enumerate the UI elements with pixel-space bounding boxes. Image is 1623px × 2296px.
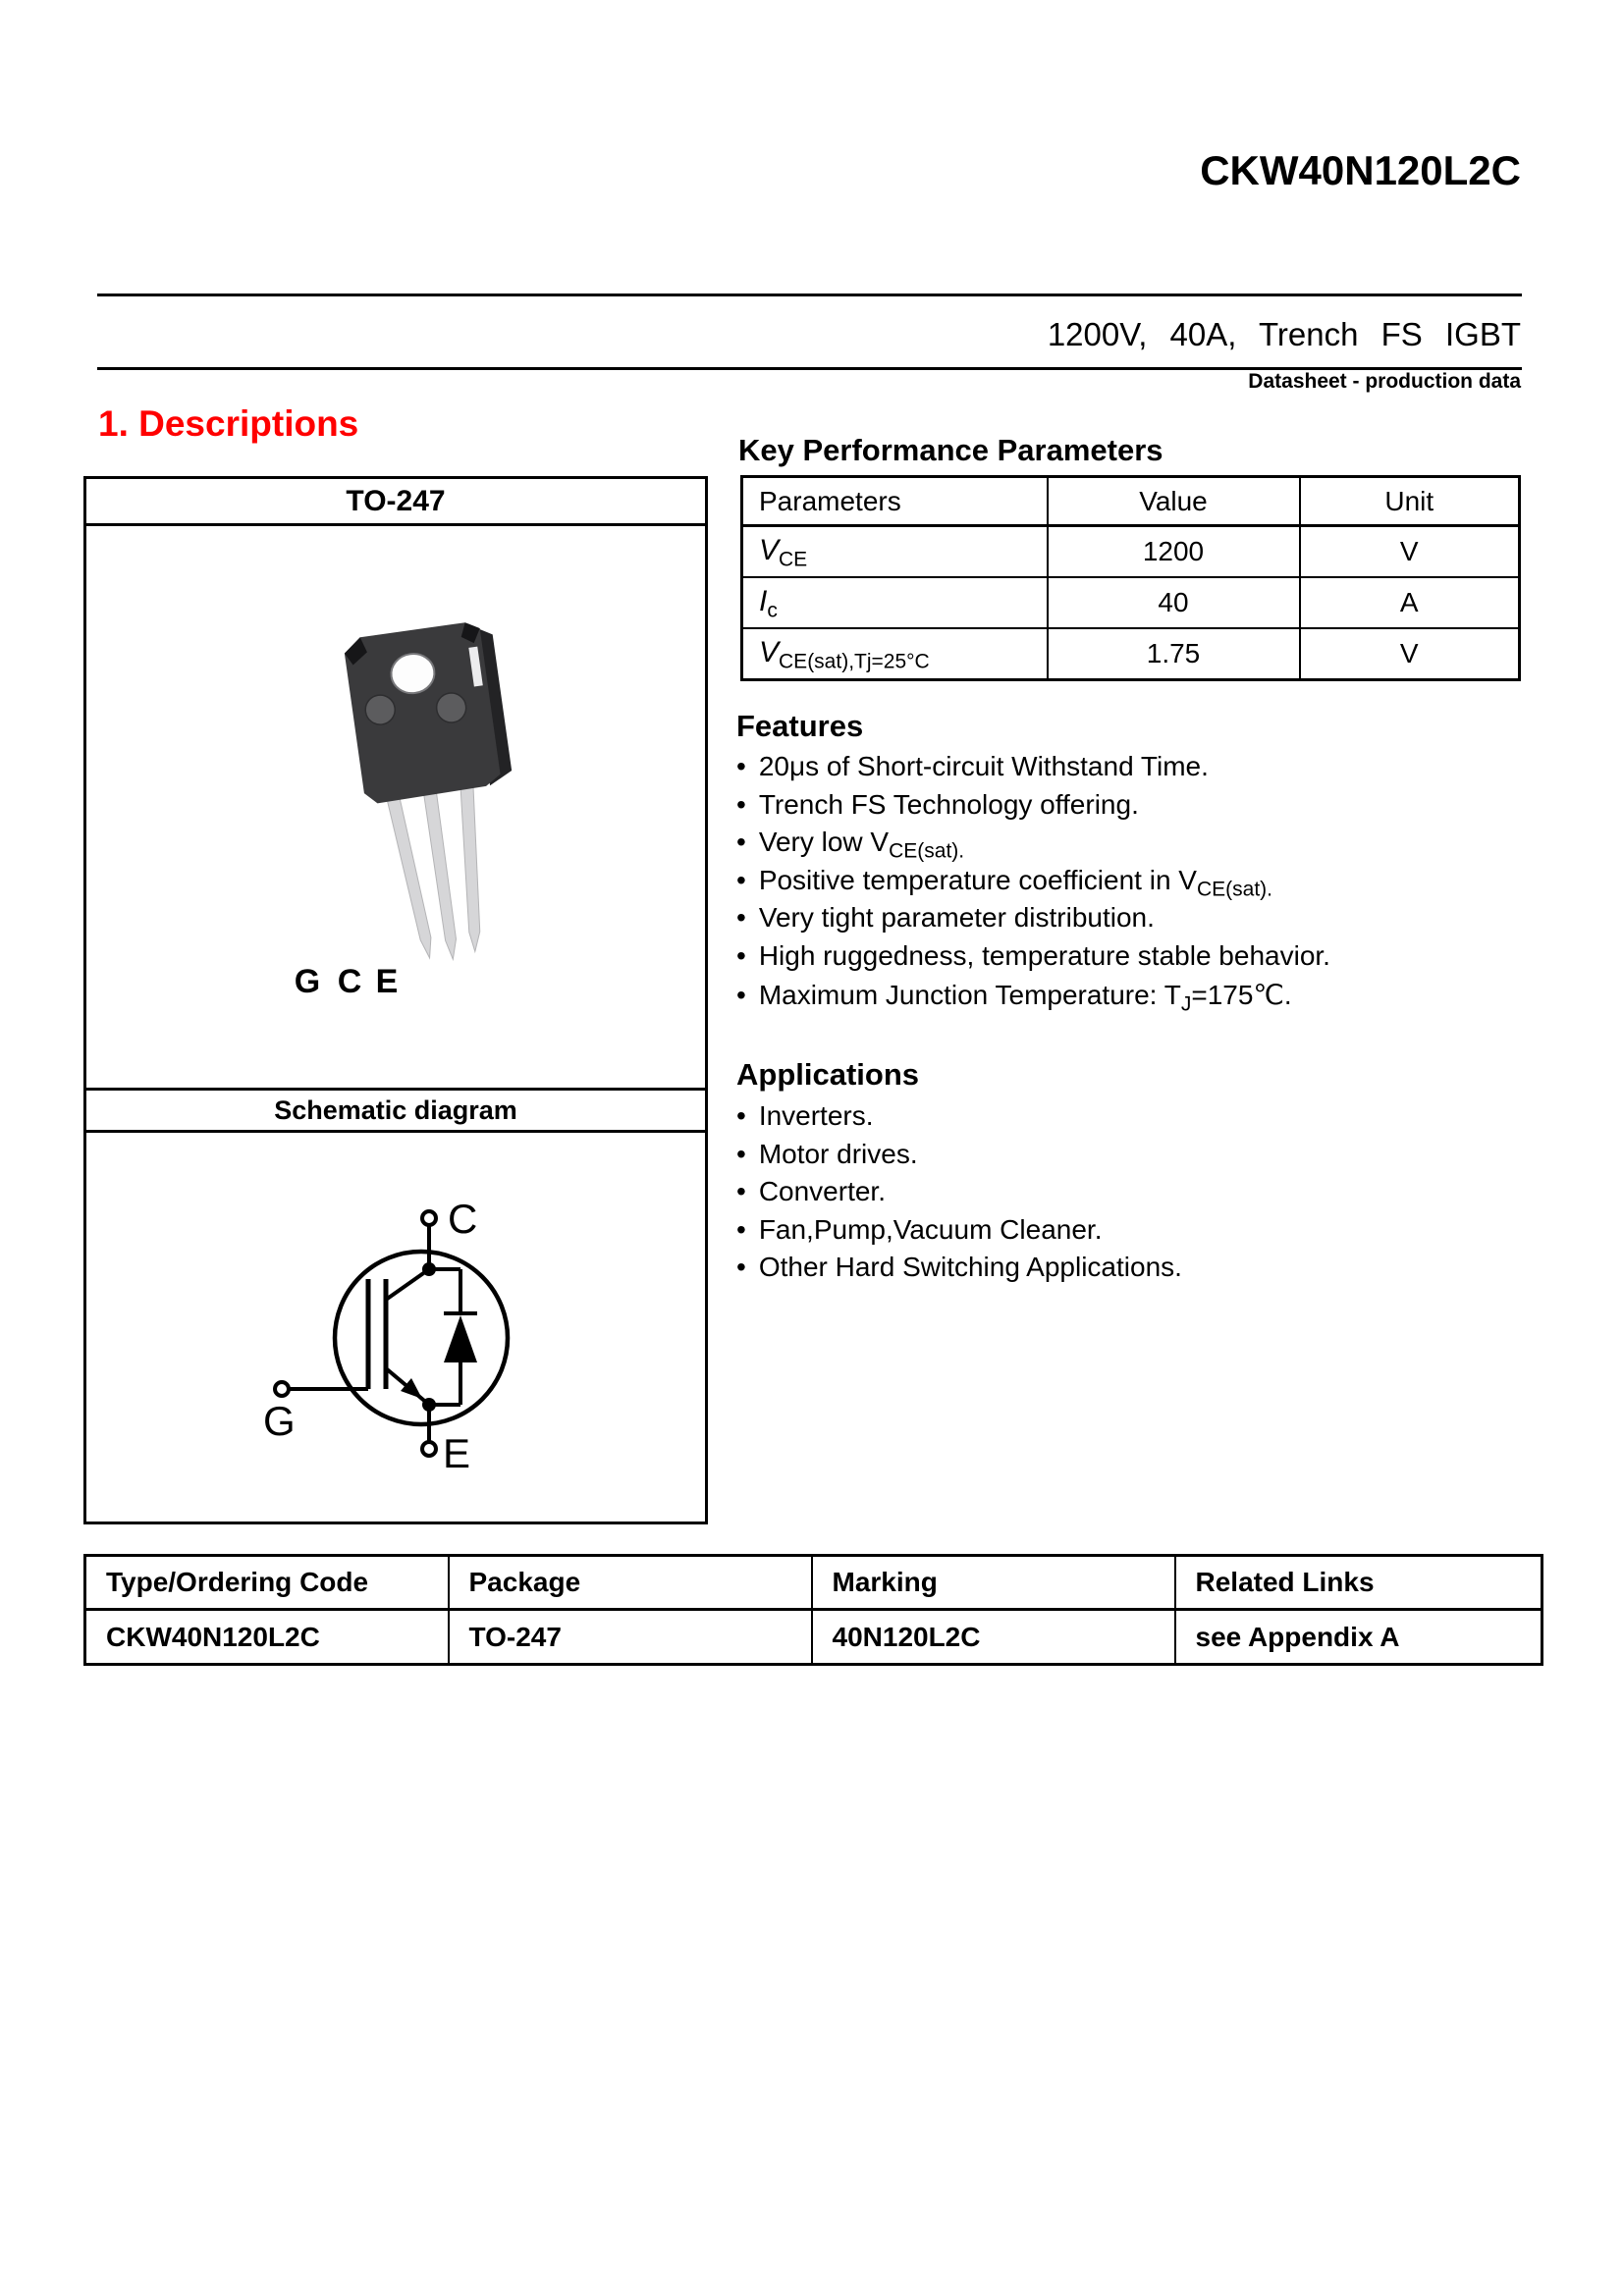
vcesat-subscript: CE(sat),Tj=25°C [779,650,930,673]
ordering-related-links: see Appendix A [1175,1610,1542,1665]
kpp-title: Key Performance Parameters [738,433,1163,467]
ic-symbol: I [759,584,768,617]
feature-item: • Trench FS Technology offering. [736,788,1139,820]
ordering-package: TO-247 [449,1610,812,1665]
vce-symbol: V [759,533,780,566]
kpp-unit-ic: A [1300,577,1520,628]
bullet-glyph: • [736,751,746,781]
vcesat-symbol: V [759,635,780,668]
schematic-diagram-area [86,1133,705,1524]
schematic-header: Schematic diagram [86,1088,705,1133]
applications-title: Applications [736,1057,920,1092]
schematic-label-e: E [443,1430,471,1476]
application-item: • Inverters. [736,1100,874,1131]
ordering-type-code: CKW40N120L2C [85,1610,449,1665]
igbt-schematic [86,1133,705,1524]
ordering-data-row [85,1610,1542,1665]
kpp-value-vce: 1200 [1048,526,1300,578]
feature-item: • High ruggedness, temperature stable behavior. [736,939,1330,971]
ordering-header-marking: Marking [812,1556,1175,1610]
to247-package-image [86,526,705,1088]
feature-item: • Maximum Junction Temperature: $T_J=175℃$. [736,979,1292,1016]
feature-item: • Positive temperature coefficient in $V_{CE(sat).}$ [736,864,1272,901]
kpp-unit-vce: V [1300,526,1520,578]
kpp-row-vcesat [742,628,1520,680]
feature-item: • Very tight parameter distribution. [736,902,1155,934]
application-item: • Motor drives. [736,1138,918,1169]
ordering-marking: 40N120L2C [812,1610,1175,1665]
ordering-header-package: Package [449,1556,812,1610]
ic-subscript: c [767,599,778,622]
pin-label-e: E [375,963,399,1000]
package-name-header: TO-247 [86,479,705,526]
schematic-label-g: G [263,1398,296,1444]
ordering-header-type: Type/Ordering Code [85,1556,449,1610]
bullet-glyph: • [736,1100,746,1131]
ordering-table [83,1554,1543,1666]
kpp-header-value: Value [1048,477,1300,526]
application-item: • Converter. [736,1176,886,1207]
package-illustration-area [86,526,705,1088]
feature-item: • 20μs of Short-circuit Withstand Time. [736,751,1209,781]
pin-label-c: C [337,963,362,1000]
bullet-glyph: • [736,1213,746,1245]
schematic-label-c: C [448,1196,478,1242]
kpp-value-vcesat: 1.75 [1048,628,1300,680]
kpp-param-vce [742,526,1048,578]
page-title: CKW40N120L2C [1200,147,1521,193]
package-box [83,476,708,1524]
kpp-param-ic [742,577,1048,628]
kpp-header-parameters: Parameters [742,477,1048,526]
feature-item: • Very low $V_{CE(sat).}$ [736,827,965,863]
pin-label-g: G [294,963,321,1000]
kpp-row-vce [742,526,1520,578]
kpp-row-ic [742,577,1520,628]
bullet-glyph: • [736,788,746,820]
features-list [736,751,1330,1016]
bullet-glyph: • [736,1176,746,1207]
applications-list [736,1100,1182,1290]
kpp-unit-vcesat: V [1300,628,1520,680]
kpp-value-ic: 40 [1048,577,1300,628]
ordering-header-links: Related Links [1175,1556,1542,1610]
bullet-glyph: • [736,1252,746,1283]
bullet-glyph: • [736,939,746,971]
application-item: • Fan,Pump,Vacuum Cleaner. [736,1213,1103,1245]
kpp-header-row [742,477,1520,526]
doc-type-label: Datasheet - production data [1248,370,1521,393]
vce-subscript: CE [779,548,808,571]
features-title: Features [736,709,864,743]
device-subtitle: 1200V, 40A, Trench FS IGBT [1047,316,1521,352]
bullet-glyph: • [736,827,746,858]
kpp-table [740,475,1521,681]
top-rule [97,294,1522,296]
ordering-header-row [85,1556,1542,1610]
bullet-glyph: • [736,902,746,934]
bullet-glyph: • [736,1138,746,1169]
kpp-header-unit: Unit [1300,477,1520,526]
kpp-param-vcesat [742,628,1048,680]
bullet-glyph: • [736,979,746,1010]
application-item: • Other Hard Switching Applications. [736,1252,1182,1283]
bullet-glyph: • [736,864,746,895]
section-1-title: 1. Descriptions [98,403,359,444]
